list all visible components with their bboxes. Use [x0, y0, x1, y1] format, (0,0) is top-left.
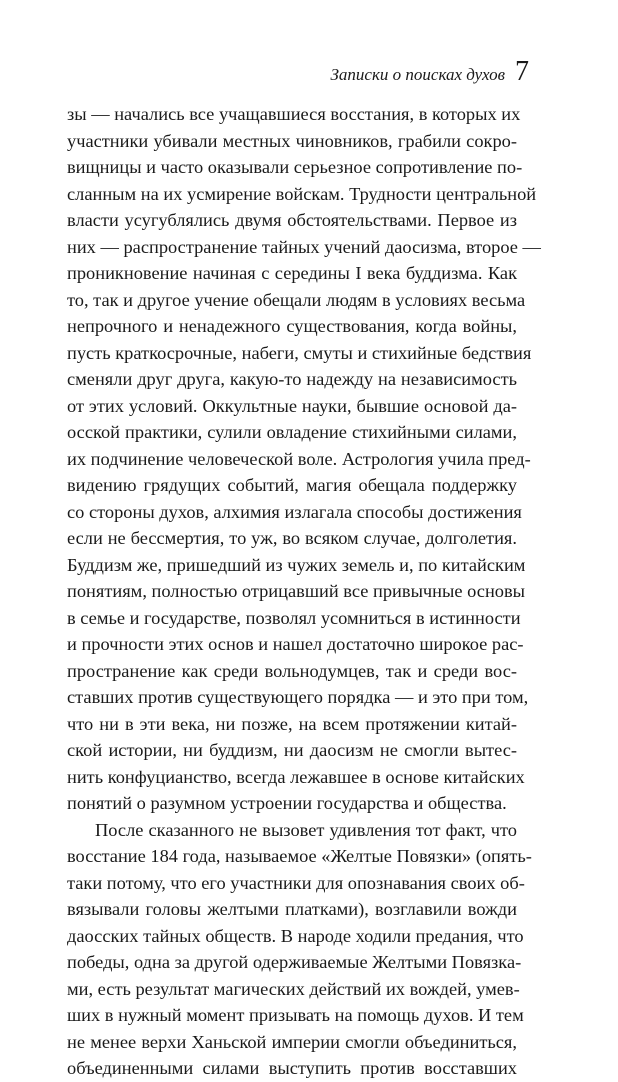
text-line: сланным на их усмирение войскам. Трудности центральной — [67, 183, 537, 204]
text-line: пусть краткосрочные, набеги, смуты и стихийные бедствия — [67, 342, 532, 363]
text-line: них — распространение тайных учений даосизма, второе — — [67, 236, 541, 257]
text-line: от этих условий. Оккультные науки, бывшие основой да- — [67, 395, 517, 416]
text-line: и прочности этих основ и нашел достаточно широкое рас- — [67, 634, 524, 654]
text-line: восстание 184 года, называемое «Желтые Повязки» (опять- — [67, 846, 532, 866]
text-line: не менее верхи Ханьской империи смогли объединиться, — [67, 1031, 517, 1052]
text-line: то, так и другое учение обещали людям в условиях весьма — [67, 289, 526, 310]
text-line: проникновение начиная с середины I века буддизма. Как — [67, 263, 517, 283]
text-line: даосских тайных обществ. В народе ходили предания, что — [67, 925, 524, 946]
text-line: видению грядущих событий, магия обещала поддержку — [67, 475, 517, 495]
text-line: вязывали головы желтыми платками), возглавили вожди — [67, 899, 517, 919]
text-line: понятиям, полностью отрицавший все привычные основы — [67, 581, 526, 601]
text-line: их подчинение человеческой воле. Астрология учила пред- — [67, 448, 531, 469]
text-line: понятий о разумном устроении государства и общества. — [67, 793, 507, 813]
text-line: После сказанного не вызовет удивления тот факт, что — [95, 819, 517, 840]
body-text — [67, 101, 541, 1082]
page-number: 7 — [515, 56, 529, 87]
text-line: участники убивали местных чиновников, грабили сокро- — [67, 130, 517, 151]
text-line: нить конфуцианство, всегда лежавшее в основе китайских — [67, 766, 525, 787]
text-line: осской практики, сулили овладение стихийными силами, — [67, 422, 517, 442]
text-line: со стороны духов, алхимия излагала способы достижения — [67, 501, 522, 522]
text-line: ставших против существующего порядка — и это при том, — [67, 687, 529, 707]
text-line: что ни в эти века, ни позже, на всем протяжении китай- — [67, 713, 517, 734]
text-line: если не бессмертия, то уж, во всяком случае, долголетия. — [67, 528, 517, 548]
paragraph — [67, 101, 541, 817]
text-line: пространение как среди вольнодумцев, так и среди вос- — [67, 660, 517, 681]
text-line: Буддизм же, пришедший из чужих земель и, по китайским — [67, 554, 526, 575]
text-line: непрочного и ненадежного существования, когда войны, — [67, 316, 517, 336]
text-line: в семье и государстве, позволял усомниться в истинности — [67, 607, 521, 628]
text-line: ших в нужный момент призывать на помощь духов. И тем — [67, 1005, 524, 1025]
text-line: ми, есть результат магических действий их вождей, умев- — [67, 978, 520, 999]
text-line: ской истории, ни буддизм, ни даосизм не смогли вытес- — [67, 740, 517, 760]
text-line: сменяли друг друга, какую-то надежду на независимость — [67, 369, 517, 389]
text-line: победы, одна за другой одерживаемые Желтыми Повязка- — [67, 952, 522, 972]
text-line: вищницы и часто оказывали серьезное сопротивление по- — [67, 157, 523, 177]
text-line: власти усугублялись двумя обстоятельствами. Первое из — [67, 210, 517, 230]
running-title: Записки о поисках духов — [330, 65, 505, 84]
text-line: объединенными силами выступить против восставших — [67, 1058, 517, 1078]
running-header — [0, 58, 529, 98]
text-line: зы — начались все учащавшиеся восстания, в которых их — [67, 104, 521, 124]
text-line: таки потому, что его участники для опознавания своих об- — [67, 872, 525, 893]
paragraph — [67, 817, 532, 1082]
